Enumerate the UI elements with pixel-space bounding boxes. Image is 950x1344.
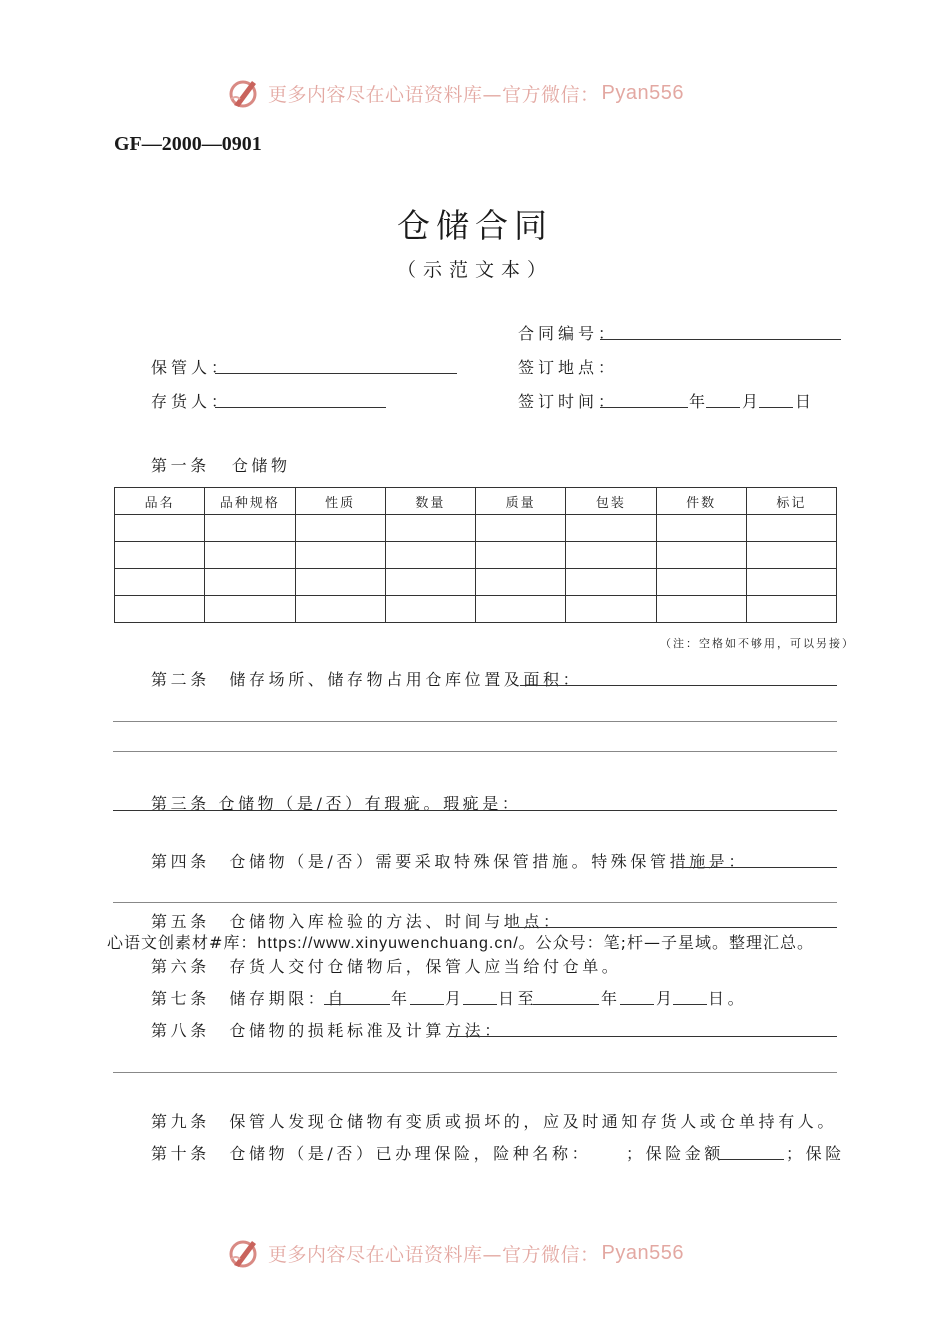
table-cell[interactable]	[385, 515, 475, 542]
goods-table	[114, 487, 837, 623]
table-cell[interactable]	[115, 542, 205, 569]
article-2-blank-line[interactable]	[113, 721, 837, 722]
table-row	[115, 596, 837, 623]
period-start-year-field[interactable]	[324, 1004, 390, 1005]
article-10-tail: ；保险	[786, 1144, 845, 1163]
table-cell[interactable]	[115, 596, 205, 623]
sign-time-label: 签订时间：	[518, 392, 619, 411]
table-cell[interactable]	[566, 515, 656, 542]
keeper-label: 保管人：	[151, 358, 232, 377]
watermark-handle: Pyan556	[601, 1241, 684, 1264]
page-subtitle: （示范文本）	[396, 259, 553, 281]
col-header: 标记	[746, 488, 836, 515]
table-cell[interactable]	[115, 569, 205, 596]
table-cell[interactable]	[746, 542, 836, 569]
article-3-field[interactable]	[113, 810, 837, 811]
table-cell[interactable]	[476, 569, 566, 596]
period-end-month-field[interactable]	[620, 1004, 654, 1005]
article-5: 第五条 仓储物入库检验的方法、时间与地点：	[151, 912, 563, 931]
page-title: 仓储合同	[397, 206, 553, 245]
table-cell[interactable]	[385, 542, 475, 569]
col-header: 件数	[656, 488, 746, 515]
table-cell[interactable]	[205, 569, 295, 596]
sign-month-field[interactable]	[706, 407, 740, 408]
article-1-heading	[151, 453, 291, 476]
table-cell[interactable]	[476, 542, 566, 569]
article-6: 第六条 存货人交付仓储物后，保管人应当给付仓单。	[151, 957, 622, 976]
watermark-text: 更多内容尽在心语资料库—官方微信：	[268, 83, 600, 106]
article-8-field[interactable]	[449, 1036, 837, 1037]
table-cell[interactable]	[566, 569, 656, 596]
table-cell[interactable]	[656, 569, 746, 596]
period-end-month-label: 月	[656, 989, 676, 1008]
period-start-month-field[interactable]	[410, 1004, 444, 1005]
watermark-bottom	[226, 1235, 684, 1271]
table-cell[interactable]	[656, 596, 746, 623]
col-header: 质量	[476, 488, 566, 515]
period-end-year-field[interactable]	[533, 1004, 599, 1005]
col-header: 品种规格	[205, 488, 295, 515]
col-header: 品名	[115, 488, 205, 515]
table-cell[interactable]	[746, 515, 836, 542]
article-8: 第八条 仓储物的损耗标准及计算方法：	[151, 1021, 504, 1040]
depositor-field[interactable]	[215, 407, 386, 408]
goods-table-header	[115, 488, 837, 515]
period-day-to-label: 日至	[498, 989, 538, 1008]
contract-no-field[interactable]	[600, 339, 841, 340]
table-cell[interactable]	[566, 596, 656, 623]
overlay-suffix: 。公众号：笔;杆—子星域。整理汇总。	[518, 933, 815, 952]
sign-month-label: 月	[742, 392, 763, 411]
table-row	[115, 542, 837, 569]
table-cell[interactable]	[295, 596, 385, 623]
table-cell[interactable]	[566, 542, 656, 569]
article-10-prefix: 第十条 仓储物（是/否）已办理保险，险种名称：	[151, 1144, 592, 1163]
article-2-blank-line[interactable]	[113, 751, 837, 752]
table-cell[interactable]	[746, 569, 836, 596]
table-row	[115, 569, 837, 596]
table-cell[interactable]	[656, 515, 746, 542]
contract-no-label: 合同编号：	[518, 324, 619, 343]
watermark-text: 更多内容尽在心语资料库—官方微信：	[268, 1243, 600, 1266]
overlay-prefix: 心语文创素材#库：	[107, 933, 258, 952]
period-start-day-field[interactable]	[463, 1004, 497, 1005]
table-cell[interactable]	[115, 515, 205, 542]
table-cell[interactable]	[385, 569, 475, 596]
table-note: （注：空格如不够用，可以另接）	[660, 637, 855, 650]
keeper-field[interactable]	[215, 373, 457, 374]
watermark-top	[226, 75, 684, 111]
article-1-title: 仓储物	[231, 456, 291, 475]
article-4-blank-line[interactable]	[113, 902, 837, 903]
table-cell[interactable]	[746, 596, 836, 623]
col-header: 数量	[385, 488, 475, 515]
article-5-field[interactable]	[508, 927, 837, 928]
article-3: 第三条 仓储物（是/否）有瑕疵。瑕疵是：	[151, 794, 522, 813]
watermark-handle: Pyan556	[601, 81, 684, 104]
document-code: GF—2000—0901	[114, 133, 262, 155]
table-cell[interactable]	[476, 515, 566, 542]
pen-logo-icon	[226, 1235, 262, 1271]
sign-year-field[interactable]	[600, 407, 688, 408]
table-cell[interactable]	[205, 542, 295, 569]
sign-day-label: 日	[795, 392, 816, 411]
table-cell[interactable]	[476, 596, 566, 623]
period-end-day-field[interactable]	[673, 1004, 707, 1005]
article-2-field[interactable]	[520, 685, 837, 686]
article-4-field[interactable]	[676, 867, 837, 868]
depositor-label: 存货人：	[151, 392, 232, 411]
sign-place-label: 签订地点：	[518, 358, 619, 377]
period-start-year-label: 年	[391, 989, 411, 1008]
table-cell[interactable]	[295, 569, 385, 596]
overlay-notice	[107, 930, 814, 953]
table-cell[interactable]	[205, 515, 295, 542]
period-end-year-label: 年	[601, 989, 621, 1008]
table-cell[interactable]	[205, 596, 295, 623]
period-end-day-label: 日。	[708, 989, 748, 1008]
article-4: 第四条 仓储物（是/否）需要采取特殊保管措施。特殊保管措施是：	[151, 852, 748, 871]
col-header: 性质	[295, 488, 385, 515]
article-2: 第二条 储存场所、储存物占用仓库位置及面积：	[151, 670, 583, 689]
sign-day-field[interactable]	[759, 407, 793, 408]
table-cell[interactable]	[295, 542, 385, 569]
insurance-amount-field[interactable]	[718, 1159, 784, 1160]
article-1-number: 第一条	[151, 456, 210, 475]
col-header: 包装	[566, 488, 656, 515]
table-cell[interactable]	[295, 515, 385, 542]
table-row	[115, 515, 837, 542]
article-7-prefix: 第七条 储存期限：自	[151, 989, 348, 1008]
overlay-url[interactable]: https://www.xinyuwenchuang.cn/	[257, 935, 519, 952]
pen-logo-icon	[226, 75, 262, 111]
sign-year-label: 年	[689, 392, 710, 411]
article-10-amount-label: ；保险金额	[626, 1144, 725, 1163]
article-8-blank-line[interactable]	[113, 1072, 837, 1073]
period-start-month-label: 月	[445, 989, 465, 1008]
table-cell[interactable]	[656, 542, 746, 569]
article-9: 第九条 保管人发现仓储物有变质或损坏的，应及时通知存货人或仓单持有人。	[151, 1112, 838, 1131]
table-cell[interactable]	[385, 596, 475, 623]
